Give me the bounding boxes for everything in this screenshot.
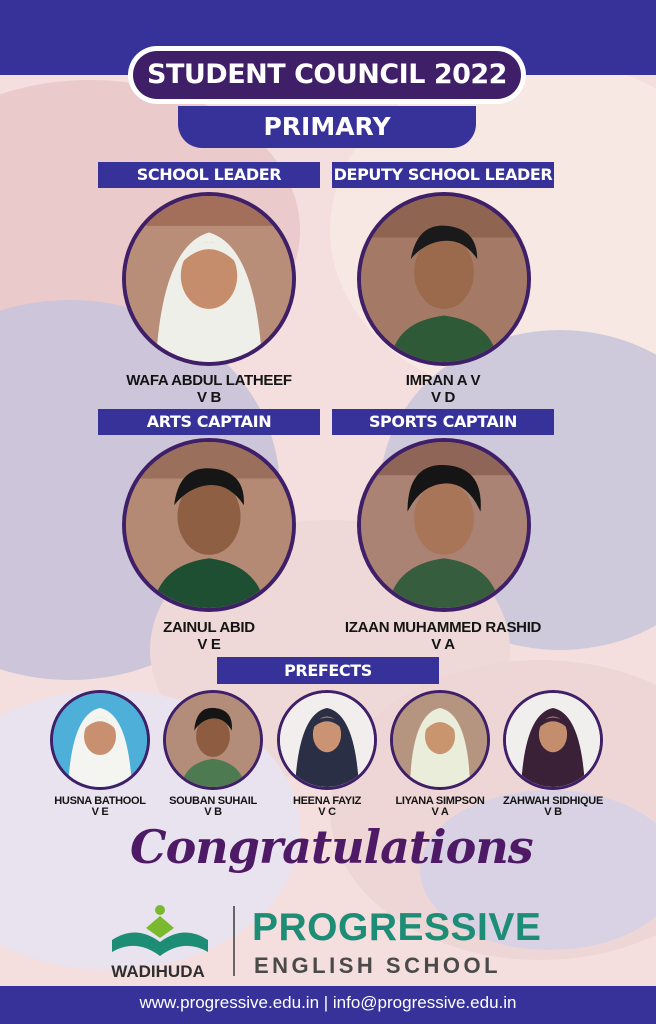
prefect-class: V B [544,806,562,818]
student-class: V D [430,389,456,406]
student-class: V B [196,389,222,406]
prefect-class: V A [431,806,449,818]
student-portrait-icon [361,442,527,608]
logo-divider [233,906,235,976]
role-label-deputy-leader: DEPUTY SCHOOL LEADER [332,162,554,188]
prefect-name: ZAHWAH SIDHIQUE [502,795,603,807]
student-name: IZAAN MUHAMMED RASHID [344,619,542,636]
student-class: V E [197,636,221,653]
prefect-class: V E [91,806,109,818]
student-portrait-icon [280,693,374,787]
photo-prefect-5 [503,690,603,790]
student-portrait-icon [126,442,292,608]
congratulations-heading: Congratulations [130,820,533,874]
role-label-arts-captain: ARTS CAPTAIN [98,409,320,435]
school-name-line1: PROGRESSIVE [252,906,542,949]
student-portrait-icon [393,693,487,787]
prefect-name: HEENA FAYIZ [292,795,361,807]
school-name-line2: ENGLISH SCHOOL [254,953,502,978]
section-subtitle: PRIMARY [178,106,476,148]
student-portrait-icon [53,693,147,787]
student-name: ZAINUL ABID [163,619,255,636]
student-class: V A [431,636,455,653]
photo-prefect-4 [390,690,490,790]
photo-sports-captain [357,438,531,612]
photo-prefect-2 [163,690,263,790]
student-name: IMRAN A V [405,372,481,389]
student-portrait-icon [506,693,600,787]
student-portrait-icon [126,196,292,362]
photo-arts-captain [122,438,296,612]
photo-school-leader [122,192,296,366]
student-portrait-icon [166,693,260,787]
role-label-school-leader: SCHOOL LEADER [98,162,320,188]
student-name: WAFA ABDUL LATHEEF [126,372,292,389]
prefect-name: SOUBAN SUHAIL [169,795,257,807]
photo-prefect-3 [277,690,377,790]
wadihuda-logo-text: WADIHUDA [111,962,205,981]
role-label-prefects: PREFECTS [217,657,439,684]
prefect-class: V C [318,806,336,818]
wadihuda-logo-icon [110,904,210,964]
prefect-name: HUSNA BATHOOL [54,795,146,807]
title-pill [128,46,526,104]
photo-deputy-leader [357,192,531,366]
prefect-name: LIYANA SIMPSON [395,795,485,807]
footer-contact: www.progressive.edu.in | info@progressive.edu.in [0,986,656,1024]
role-label-sports-captain: SPORTS CAPTAIN [332,409,554,435]
photo-prefect-1 [50,690,150,790]
student-portrait-icon [361,196,527,362]
page-title: STUDENT COUNCIL 2022 [133,51,521,99]
prefect-class: V B [204,806,222,818]
